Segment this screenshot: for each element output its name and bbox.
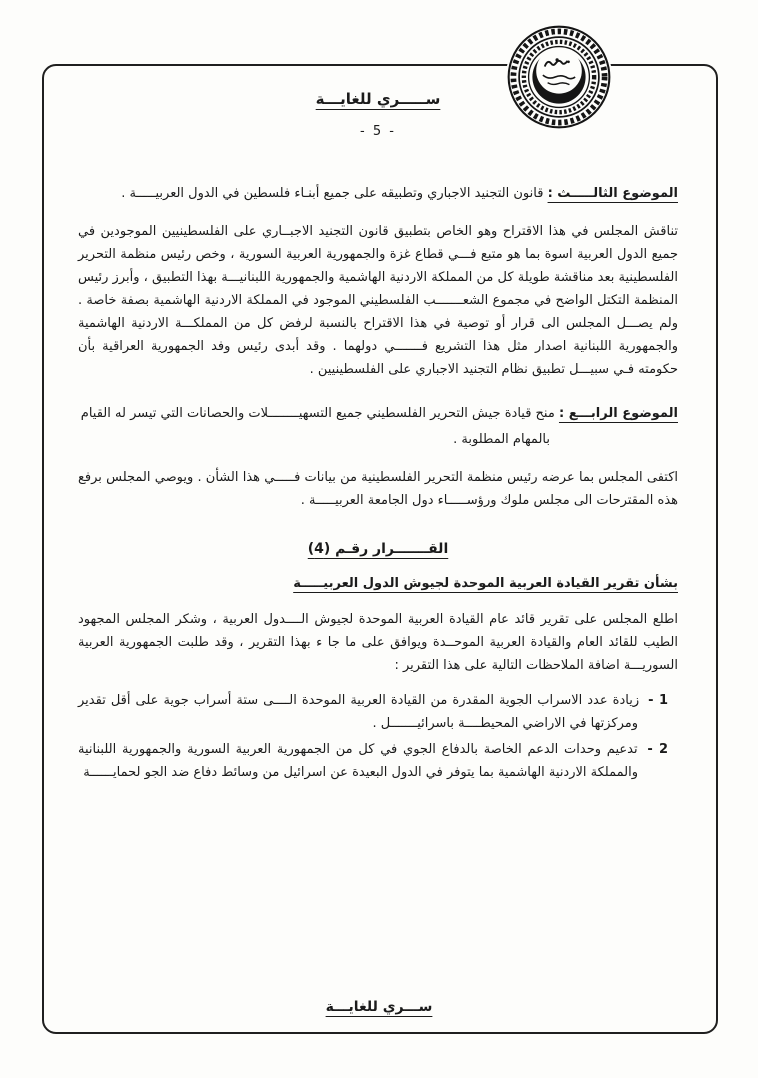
item-1-number: 1 -	[648, 693, 669, 708]
resolution-title-text: القـــــــرار رقـم (4)	[307, 541, 449, 557]
item-2-number: 2 -	[647, 742, 668, 757]
resolution-subtitle-text: بشأن تقرير القيادة العربية الموحدة لجيوش الدول العربيـــــة	[293, 576, 678, 591]
closing-paragraph: اكتفى المجلس بما عرضه رئيس منظمة التحرير الفلسطينية من بيانات فـــــي هذا الشأن . ويوصي المجلس برفع هذه المقترحات الى مجلس ملوك ورؤســـــاء دول الجامعة العربيـــــة .	[78, 470, 678, 508]
resolution-subtitle	[78, 572, 678, 595]
item-2-text: تدعيم وحدات الدعم الخاصة بالدفاع الجوي في كل من الجمهورية العربية السورية والجمهورية اللبنانية والمملكة الاردنية الهاشمية بما يتوفر في الدول البعيدة عن اسرائيل من وسائط دفاع ضد الجو لحمايــــــة	[78, 742, 638, 780]
page-number: - 5 -	[360, 124, 396, 139]
item-1-text: زيادة عدد الاسراب الجوية المقدرة من القيادة العربية الموحدة الــــى ستة أسراب جوية على أقل تقدير ومركزتها في الاراضي المحيطــــة باسرائيـــــــل .	[78, 693, 640, 731]
resolution-items	[78, 689, 668, 784]
topic-3-heading	[78, 181, 678, 207]
topic-3-body: تناقش المجلس في هذا الاقتراح وهو الخاص بتطبيق قانون التجنيد الاجبــاري على الفلسطينيين الموجودين في جميع الدول العربية اسوة بما هو متبع فـــي قطاع غزة والجمهورية العربية السورية ، وخص رئيس منظمة التحرير الفلسطينية بعد مناقشة طويلة كل من المملكة الاردنية الهاشمية والجمهورية اللبنانيـــة بهذا التطبيق ، وأبرز رئيس المنظمة التكتل الواضح في مجموع الشعـــــــب الفلسطيني الموجود في المملكة الاردنية الهاشمية بصفة خاصة . ولم يصـــل المجلس الى قرار أو توصية في هذا الاقتراح بالنسبة لرفض كل من المملكـــة الاردنية الهاشمية والجمهورية اللبنانية اصدار مثل هذا التشريع فـــــــي دولهما . وقد أبدى رئيس وفد الجمهورية العراقية بأن حكومته فـي سبيـــل تطبيق نظام التجنيد الاجباري على الفلسطينيين .	[78, 224, 678, 377]
arab-league-emblem-icon	[502, 20, 616, 134]
classification-top: ســـــري للغايـــة	[315, 90, 441, 108]
page-content	[78, 88, 678, 784]
resolution-title	[78, 538, 678, 561]
classification-bottom: ســـري للغايـــة	[325, 999, 433, 1015]
topic-3-label: الموضوع الثالـــــث :	[547, 186, 678, 201]
resolution-item-2	[78, 738, 668, 784]
topic-4-heading	[78, 401, 678, 453]
topic-4-label: الموضوع الرابـــع :	[558, 406, 678, 421]
resolution-body: اطلع المجلس على تقرير قائد عام القيادة العربية الموحدة لجيوش الــــدول العربية ، وشكر المجلس المجهود الطيب للقائد العام والقيادة العربية الموحــدة ويوافق على ما جا ء بهذا التقرير ، وقد طلبت الجمهورية العربية السوريـــة اضافة الملاحظات التالية على هذا التقرير :	[78, 612, 678, 673]
topic-3-intro: قانون التجنيد الاجباري وتطبيقه على جميع أبنـاء فلسطين في الدول العربيـــــة .	[121, 186, 544, 201]
topic-4-intro: منح قيادة جيش التحرير الفلسطيني جميع التسهيــــــــلات والحصانات التي تيسر له القيام بالمهام المطلوبة .	[80, 406, 555, 447]
resolution-item-1	[78, 689, 668, 735]
